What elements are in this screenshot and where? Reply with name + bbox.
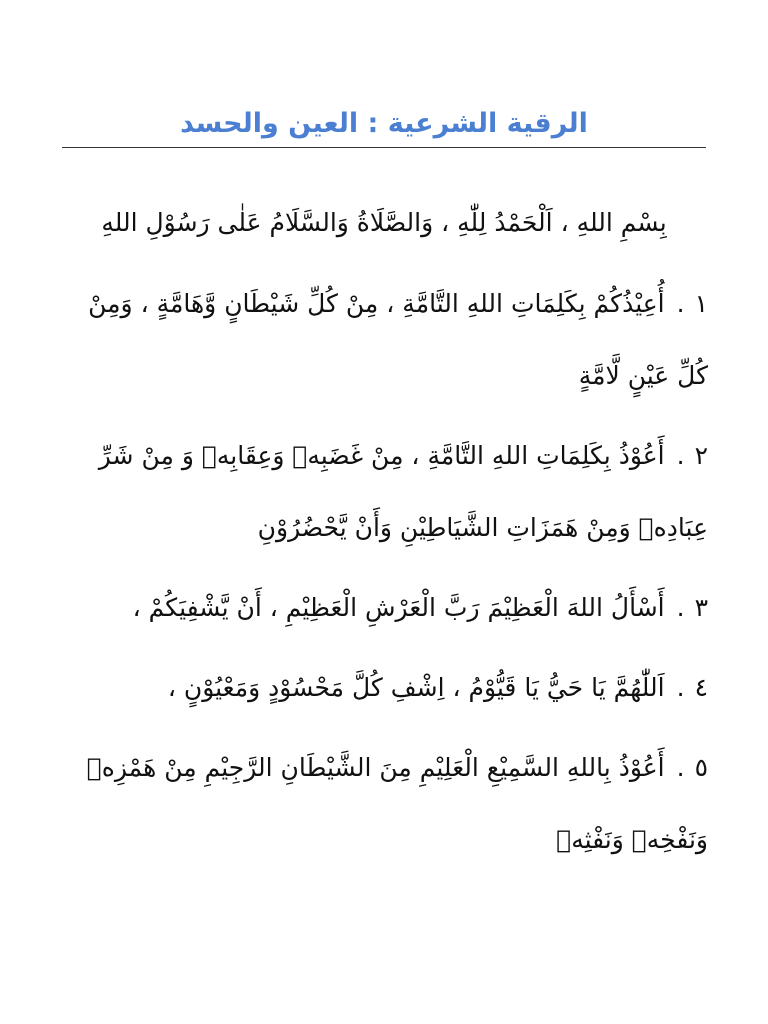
dua-item-1 — [62, 268, 708, 412]
dua-number-dot: . — [676, 289, 685, 318]
dua-text: أَعُوْذُ بِكَلِمَاتِ اللهِ التَّامَّةِ ، مِنْ غَضَبِهٖ وَعِقَابِهٖ وَ مِنْ شَرِّ عِبَادِهٖ وَمِنْ هَمَزَاتِ الشَّيَاطِيْنِ وَأَنْ يَّحْضُرُوْنِ — [98, 441, 708, 542]
dua-text: اَللّٰهُمَّ يَا حَيُّ يَا قَيُّوْمُ ، اِشْفِ كُلَّ مَحْسُوْدٍ وَمَعْيُوْنٍ ، — [167, 673, 665, 702]
page-title: الرقية الشرعية : العين والحسد — [180, 108, 588, 140]
dua-number-dot: . — [676, 753, 685, 782]
dua-number: ١ — [694, 289, 708, 318]
dua-number: ٢ — [694, 441, 708, 470]
dua-number: ٣ — [694, 593, 708, 622]
dua-number: ٥ — [694, 753, 708, 782]
dua-number-dot: . — [676, 441, 685, 470]
dua-item-4 — [62, 652, 708, 724]
basmala-line: بِسْمِ اللهِ ، اَلْحَمْدُ لِلّٰهِ ، وَالصَّلَاةُ وَالسَّلَامُ عَلٰى رَسُوْلِ اللهِ — [101, 208, 667, 237]
dua-text: أَعُوْذُ بِاللهِ السَّمِيْعِ الْعَلِيْمِ مِنَ الشَّيْطَانِ الرَّجِيْمِ مِنْ هَمْزِهٖ وَنَفْخِهٖ وَنَفْثِهٖ — [86, 753, 708, 854]
dua-text: أَسْأَلُ اللهَ الْعَظِيْمَ رَبَّ الْعَرْشِ الْعَظِيْمِ ، أَنْ يَّشْفِيَكُمْ ، — [132, 593, 665, 622]
dua-list — [62, 268, 708, 876]
dua-number-dot: . — [676, 593, 685, 622]
dua-number-dot: . — [676, 673, 685, 702]
dua-item-3 — [62, 572, 708, 644]
title-divider — [62, 147, 706, 148]
dua-item-5 — [62, 732, 708, 876]
dua-number: ٤ — [694, 673, 708, 702]
dua-text: أُعِيْذُكُمْ بِكَلِمَاتِ اللهِ التَّامَّةِ ، مِنْ كُلِّ شَيْطَانٍ وَّهَامَّةٍ ، وَمِنْ كُلِّ عَيْنٍ لَّامَّةٍ — [88, 289, 708, 390]
dua-item-2 — [62, 420, 708, 564]
